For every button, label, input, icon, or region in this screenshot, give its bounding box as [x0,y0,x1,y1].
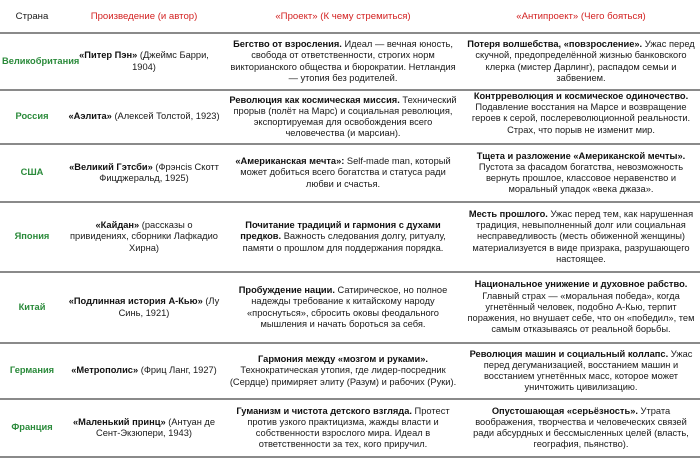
antiproject-text: Утрата воображения, творчества и человеческих связей ради абсурдных и бессмысленных целей (власть, география, пьянство). [473,405,689,450]
project-text: Идеал — вечная юность, свобода от ответственности, строгих норм викторианского общества и бюрократии. Нетландия — утопия без родителей. [230,39,456,83]
table-row [0,202,700,272]
project-text: Сатирическое, но полное надежды требование к китайскому народу «проснуться», сбросить оковы феодального мышления и начать бороться за себя. [247,285,448,329]
header-project: «Проект» (К чему стремиться) [224,0,462,33]
table-row [0,343,700,399]
antiproject-cell [462,90,700,144]
project-heading: Гуманизм и чистота детского взгляда. [236,405,412,416]
project-cell [224,399,462,457]
project-heading: Бегство от взросления. [233,39,342,50]
antiproject-cell [462,202,700,272]
table-header-row [0,0,700,33]
work-title: «Великий Гэтсби» [69,161,153,172]
project-heading: Революция как космическая миссия. [229,94,400,105]
header-work: Произведение (и автор) [64,0,224,33]
work-title: «Маленький принц» [72,416,166,427]
antiproject-heading: Опустошающая «серьёзность». [491,405,638,416]
work-author: (Фрэнсis Скотт Фицджеральд, 1925) [99,161,219,183]
project-cell [224,33,462,90]
work-author: (Лу Синь, 1921) [118,296,220,318]
work-cell [64,33,224,90]
work-cell [64,272,224,343]
country-cell: Германия [0,343,64,399]
work-cell [64,202,224,272]
antiproject-cell [462,144,700,202]
work-author: (Антуан де Сент-Экзюпери, 1943) [96,416,216,438]
country-cell: Великобритания [0,33,64,90]
antiproject-cell [462,343,700,399]
project-text: Протест против узкого практицизма, жажды власти и собственности взрослого мира. Идеал в ответственности за тех, кого приручил. [247,405,450,450]
work-cell [64,90,224,144]
antiproject-heading: Месть прошлого. [468,208,548,219]
project-heading: «Американская мечта»: [235,156,345,167]
project-heading: Пробуждение нации. [238,285,335,296]
work-author: (Фриц Ланг, 1927) [138,365,217,376]
country-cell: Япония [0,202,64,272]
work-title: «Метрополис» [71,365,139,376]
project-cell [224,144,462,202]
project-cell [224,343,462,399]
work-author: (Джеймс Барри, 1904) [132,50,209,72]
antiproject-cell [462,33,700,90]
country-cell: США [0,144,64,202]
country-cell: Россия [0,90,64,144]
project-heading: Почитание традиций и гармония с духами предков. [240,220,441,242]
work-cell [64,144,224,202]
project-cell [224,90,462,144]
work-author: (рассказы о привидениях, сборники Лафкадио Хирна) [70,220,218,253]
work-title: «Аэлита» [68,111,112,122]
country-cell: Франция [0,399,64,457]
antiproject-text: Ужас перед тем, как нарушенная традиция, невыполненный долг или социальная несправедливость (месть обиженной женщины) материализуется в виде призрака, разрушающего настоящее. [472,208,694,264]
work-cell [64,343,224,399]
table-row [0,399,700,457]
country-cell: Китай [0,272,64,343]
antiproject-text: Ужас перед скучной, предопределённой жизнью банковского клерка (мистер Дарлинг), распадом семьи и забвением. [475,39,695,83]
antiproject-heading: Тщета и разложение «Американской мечты». [476,150,686,161]
project-text: Технократическая утопия, где лидер-посредник (Сердце) примиряет элиту (Разум) и рабочих (Руки). [229,365,457,387]
antiproject-text: Ужас перед дегуманизацией, восстанием машин и восстанием угнетённых масс, которое может уничтожить цивилизацию. [483,348,693,393]
work-author: (Алексей Толстой, 1923) [111,111,220,122]
antiproject-text: Подавление восстания на Марсе и возвращение героев к серой, послереволюционной реальности. Страх, что порыв не изменит мир. [471,102,691,135]
work-cell [64,399,224,457]
antiproject-heading: Национальное унижение и духовное рабство. [474,279,688,290]
antiproject-heading: Революция машин и социальный коллапс. [469,348,669,359]
project-text: Технический прорыв (полёт на Марс) и социальная революция, экспортируемая для освобождения всего человечества (и марсиан). [233,94,457,139]
table-row [0,90,700,144]
project-cell [224,202,462,272]
antiproject-heading: Контрреволюция и космическое одиночество. [473,91,689,101]
work-title: «Питер Пэн» [79,50,138,61]
table-row [0,144,700,202]
project-cell [224,272,462,343]
work-title: «Кайдан» [95,220,140,231]
project-text: Self-made man, который может добиться всего богатства и статуса ради любви и счастья. [240,156,451,189]
table-row [0,272,700,343]
header-country: Страна [0,0,64,33]
project-heading: Гармония между «мозгом и руками». [258,354,428,365]
table-row [0,33,700,90]
work-title: «Подлинная история А-Кью» [68,296,203,307]
antiproject-text: Пустота за фасадом богатства, невозможность вернуть прошлое, классовое неравенство и моральный упадок «века джаза». [478,161,684,195]
antiproject-heading: Потеря волшебства, «повзросление». [467,39,643,50]
antiproject-cell [462,272,700,343]
project-text: Важность следования долгу, ритуалу, памяти о прошлом для поддержания порядка. [242,231,446,253]
header-antiproject: «Антипроект» (Чего бояться) [462,0,700,33]
antiproject-cell [462,399,700,457]
antiproject-text: Главный страх — «моральная победа», когда угнетённый человек, подобно А-Кью, терпит поражения, но внушает себе, что он «победил», тем самым отказываясь от реальной борьбы. [467,290,695,335]
